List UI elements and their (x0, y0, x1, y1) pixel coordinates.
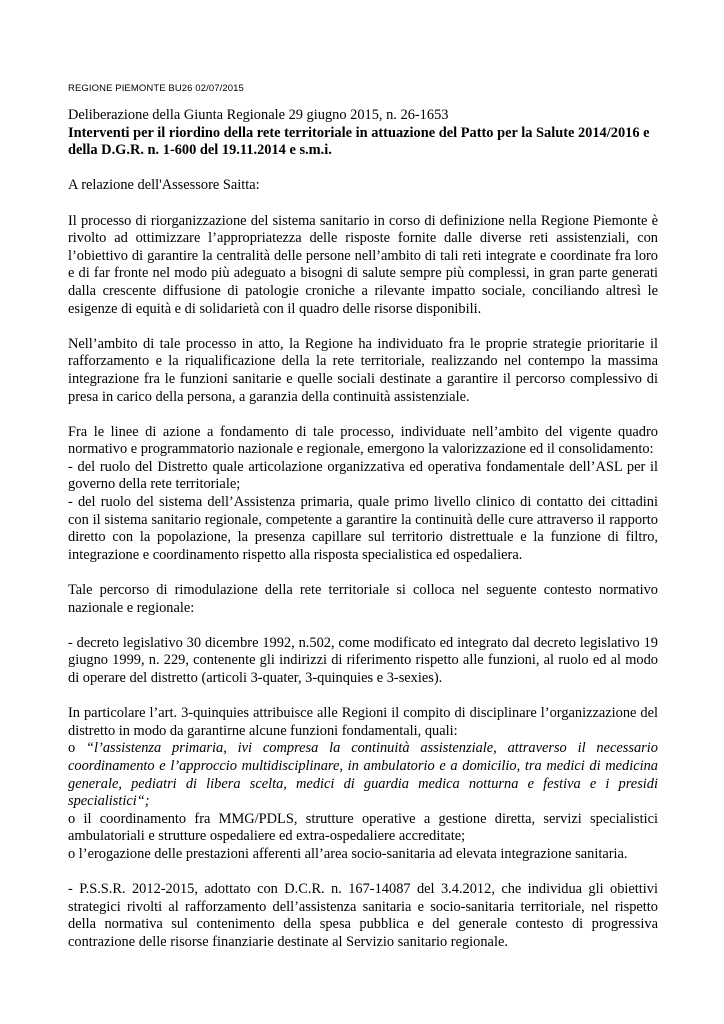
list-item-assistenza-text: “l’assistenza primaria, ivi compresa la continuità assistenziale, attraverso il necessario coordinamento e l’approccio multidisciplinare, in ambulatorio e a domicilio, tra medici di medicina generale, pediatri di libera scelta, medici di guardia medica notturna e festiva e i presidi specialistici“; (68, 740, 658, 810)
deliberation-subject: Interventi per il riordino della rete territoriale in attuazione del Patto per la Salute 2014/2016 e della D.G.R. n. 1-600 del 19.11.2014 e s.m.i. (68, 124, 650, 159)
list-item-distretto: - del ruolo del Distretto quale articolazione organizzativa ed operativa fondamentale dell’ASL per il governo della rete territoriale; (68, 458, 658, 493)
paragraph-5: - decreto legislativo 30 dicembre 1992, n.502, come modificato ed integrato dal decreto legislativo 19 giugno 1999, n. 229, contenente gli indirizzi di riferimento rispetto alle funzioni, al ruolo ed al modo di operare del distretto (articoli 3-quater, 3-quinquies e 3-sexies). (68, 634, 658, 686)
paragraph-4: Tale percorso di rimodulazione della rete territoriale si colloca nel seguente contesto normativo nazionale e regionale: (68, 582, 658, 616)
paragraph-6: In particolare l’art. 3-quinquies attribuisce alle Regioni il compito di disciplinare l’organizzazione del distretto in modo da garantirne alcune funzioni fondamentali, quali: (68, 705, 658, 739)
deliberation-title: Deliberazione della Giunta Regionale 29 giugno 2015, n. 26-1653 (68, 107, 449, 123)
list-item-erogazione: o l’erogazione delle prestazioni afferenti all’area socio-sanitaria ad elevata integrazione sanitaria. (68, 845, 628, 862)
relazione-line: A relazione dell'Assessore Saitta: (68, 177, 260, 194)
paragraph-7: - P.S.S.R. 2012-2015, adottato con D.C.R. n. 167-14087 del 3.4.2012, che individua gli obiettivi strategici rivolti al rafforzamento dell’assistenza sanitaria e socio-sanitaria territoriale, nel rispetto della normativa sul contenimento della spesa pubblica e del generale contesto di progressiva contrazione delle risorse finanziarie destinate al Servizio sanitario regionale. (68, 881, 658, 950)
bullet-marker: o (68, 740, 76, 757)
bulletin-header: REGIONE PIEMONTE BU26 02/07/2015 (68, 83, 244, 94)
list-item-assistenza-primaria: - del ruolo del sistema dell’Assistenza primaria, quale primo livello clinico di contatto dei cittadini con il sistema sanitario regionale, competente a garantire la continuità delle cure attraverso il rapporto diretto con la popolazione, la presenza capillare sul territorio distrettuale e la funzione di filtro, integrazione e coordinamento rispetto alla risposta specialistica ed ospedaliera. (68, 494, 658, 563)
document-body (68, 107, 658, 952)
paragraph-1: Il processo di riorganizzazione del sistema sanitario in corso di definizione nella Regione Piemonte è rivolto ad ottimizzare l’appropriatezza delle risposte fornite dalle diverse reti assistenziali, con l’obiettivo di garantire la centralità delle persone nell’ambito di tali reti integrate e coordinate fra loro e di far fronte nel modo più adeguato a bisogni di salute sempre più complessi, in gran parte generati dalla crescente diffusione di patologie croniche a rilevante impatto sociale, conciliando altresì le esigenze di equità e di solidarietà con il quadro delle risorse disponibili. (68, 212, 658, 317)
paragraph-3: Fra le linee di azione a fondamento di tale processo, individuate nell’ambito del vigente quadro normativo e programmatorio nazionale e regionale, emergono la valorizzazione ed il consolidamento: (68, 423, 658, 458)
list-item-coordinamento: o il coordinamento fra MMG/PDLS, strutture operative a gestione diretta, servizi specialistici ambulatoriali e strutture ospedaliere ed extra-ospedaliere accreditate; (68, 810, 658, 845)
list-item-assistenza (68, 740, 658, 810)
paragraph-2: Nell’ambito di tale processo in atto, la Regione ha individuato fra le proprie strategie prioritarie il rafforzamento e la riqualificazione della la rete territoriale, realizzando nel contempo la massima integrazione fra le funzioni sanitarie e quelle sociali destinate a garantire il percorso complessivo di presa in carico della persona, a garanzia della continuità assistenziale. (68, 335, 658, 405)
